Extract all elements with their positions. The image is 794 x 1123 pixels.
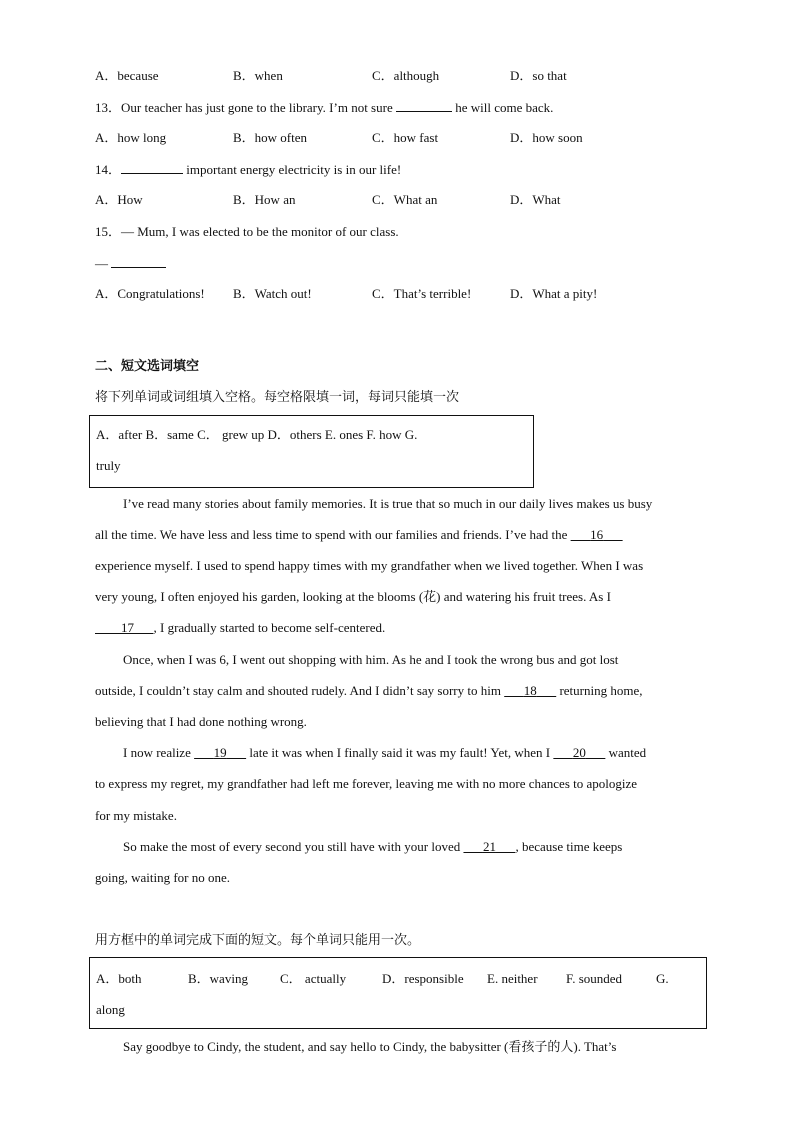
passage-p2-line1: Once, when I was 6, I went out shopping with him. As he and I took the wrong bus and got lost [123, 652, 619, 667]
blank-18 [504, 681, 556, 701]
passage-p3-line1 [123, 743, 723, 763]
q15-option-b: B．Watch out! [233, 286, 312, 301]
passage-p1-line1: I’ve read many stories about family memories. It is true that so much in our daily lives makes us busy [123, 496, 653, 511]
passage-p4-a: So make the most of every second you still have with your loved [123, 839, 461, 854]
q14-options [95, 190, 695, 210]
q13-option-c: C．how fast [372, 130, 439, 145]
passage-p2-line3: believing that I had done nothing wrong. [95, 714, 307, 729]
section3-box-item-d: D．responsible [382, 971, 464, 986]
section3-instruction: 用方框中的单词完成下面的短文。每个单词只能用一次。 [95, 933, 421, 948]
q12-options [95, 66, 695, 86]
section2-instruction: 将下列单词或词组填入空格。每空格限填一词，每词只能填一次 [95, 390, 460, 405]
q15-dash: — [95, 256, 108, 271]
q14-stem-after: important energy electricity is in our life! [186, 162, 402, 177]
section2-box-line2: truly [96, 458, 121, 473]
passage-p1-line2-text: all the time. We have less and less time to spend with our families and friends. I’ve had the [95, 527, 568, 542]
passage-p3-line3: for my mistake. [95, 808, 177, 823]
q12-option-d: D．so that [510, 68, 567, 83]
section3-box-item-f: F. sounded [566, 971, 623, 986]
q15-options [95, 284, 695, 304]
passage-p1-line2 [95, 525, 695, 545]
passage-p3-a: I now realize [123, 745, 191, 760]
q13-option-a: A．how long [95, 130, 167, 145]
blank-18-number: 18 [523, 683, 537, 698]
q13-stem-after: he will come back. [455, 100, 554, 115]
q14-option-c: C．What an [372, 192, 438, 207]
passage-p4-line1 [123, 837, 723, 857]
blank-21-number: 21 [482, 839, 496, 854]
q14-option-b: B．How an [233, 192, 296, 207]
section3-box-item-b: B．waving [188, 971, 248, 986]
passage-p1-line4: very young, I often enjoyed his garden, looking at the blooms (花) and watering his fruit trees. As I [95, 589, 611, 604]
q14-stem-before: 14． [95, 162, 122, 177]
passage-p4-b: , because time keeps [515, 839, 623, 854]
q15-blank [111, 253, 166, 268]
q13-options [95, 128, 695, 148]
passage-p2-line2 [95, 681, 695, 701]
passage-p3-c: wanted [608, 745, 647, 760]
section2-title: 二、短文选词填空 [95, 359, 200, 374]
blank-20-number: 20 [572, 745, 586, 760]
blank-21 [463, 837, 515, 857]
section3-box-item-a: A．both [96, 971, 142, 986]
q12-option-b: B．when [233, 68, 283, 83]
blank-16-number: 16 [590, 527, 604, 542]
blank-20 [553, 743, 605, 763]
q13-blank [396, 97, 452, 112]
q15-option-d: D．What a pity! [510, 286, 598, 301]
blank-19 [194, 743, 246, 763]
q13-option-b: B．how often [233, 130, 308, 145]
passage-p1-line3: experience myself. I used to spend happy times with my grandfather when we lived together. When I was [95, 558, 644, 573]
passage-p2-line2-text: outside, I couldn’t stay calm and shouted rudely. And I didn’t say sorry to him [95, 683, 501, 698]
blank-17-number: 17 [121, 620, 134, 635]
section3-box-item-g: G. [656, 971, 669, 986]
q14-stem [95, 159, 401, 179]
section3-box-item-c: C． actually [280, 971, 347, 986]
q15-stem: 15．— Mum, I was elected to be the monitor of our class. [95, 224, 399, 239]
q12-option-c: C．although [372, 68, 440, 83]
passage-p2-line2-tail: returning home, [559, 683, 643, 698]
section3-word-box [89, 957, 707, 1029]
q13-option-d: D．how soon [510, 130, 583, 145]
section3-box-line2: along [96, 1002, 125, 1017]
passage-p4-line2: going, waiting for no one. [95, 870, 231, 885]
section2-box-line1: A．after B．same C． grew up D．others E. ones F. how G. [96, 427, 418, 442]
q14-option-d: D．What [510, 192, 561, 207]
q14-blank [121, 159, 183, 174]
blank-17 [95, 618, 154, 638]
q15-reply [95, 253, 166, 273]
section2-word-box [89, 415, 534, 488]
passage-p3-line2: to express my regret, my grandfather had left me forever, leaving me with no more chances to apologize [95, 776, 638, 791]
passage-p1-line5 [95, 618, 695, 638]
q15-option-a: A．Congratulations! [95, 286, 205, 301]
section3-box-item-e: E. neither [487, 971, 538, 986]
q13-stem-before: 13．Our teacher has just gone to the library. I’m not sure [95, 100, 393, 115]
section3-p1-line1: Say goodbye to Cindy, the student, and say hello to Cindy, the babysitter (看孩子的人). That’s [123, 1039, 617, 1054]
q15-option-c: C．That’s terrible! [372, 286, 472, 301]
passage-p3-b: late it was when I finally said it was my fault! Yet, when I [249, 745, 551, 760]
blank-19-number: 19 [213, 745, 227, 760]
q14-option-a: A．How [95, 192, 143, 207]
q12-option-a: A．because [95, 68, 159, 83]
passage-p1-line5-text: , I gradually started to become self-centered. [153, 620, 386, 635]
q13-stem [95, 97, 553, 117]
blank-16 [571, 525, 623, 545]
